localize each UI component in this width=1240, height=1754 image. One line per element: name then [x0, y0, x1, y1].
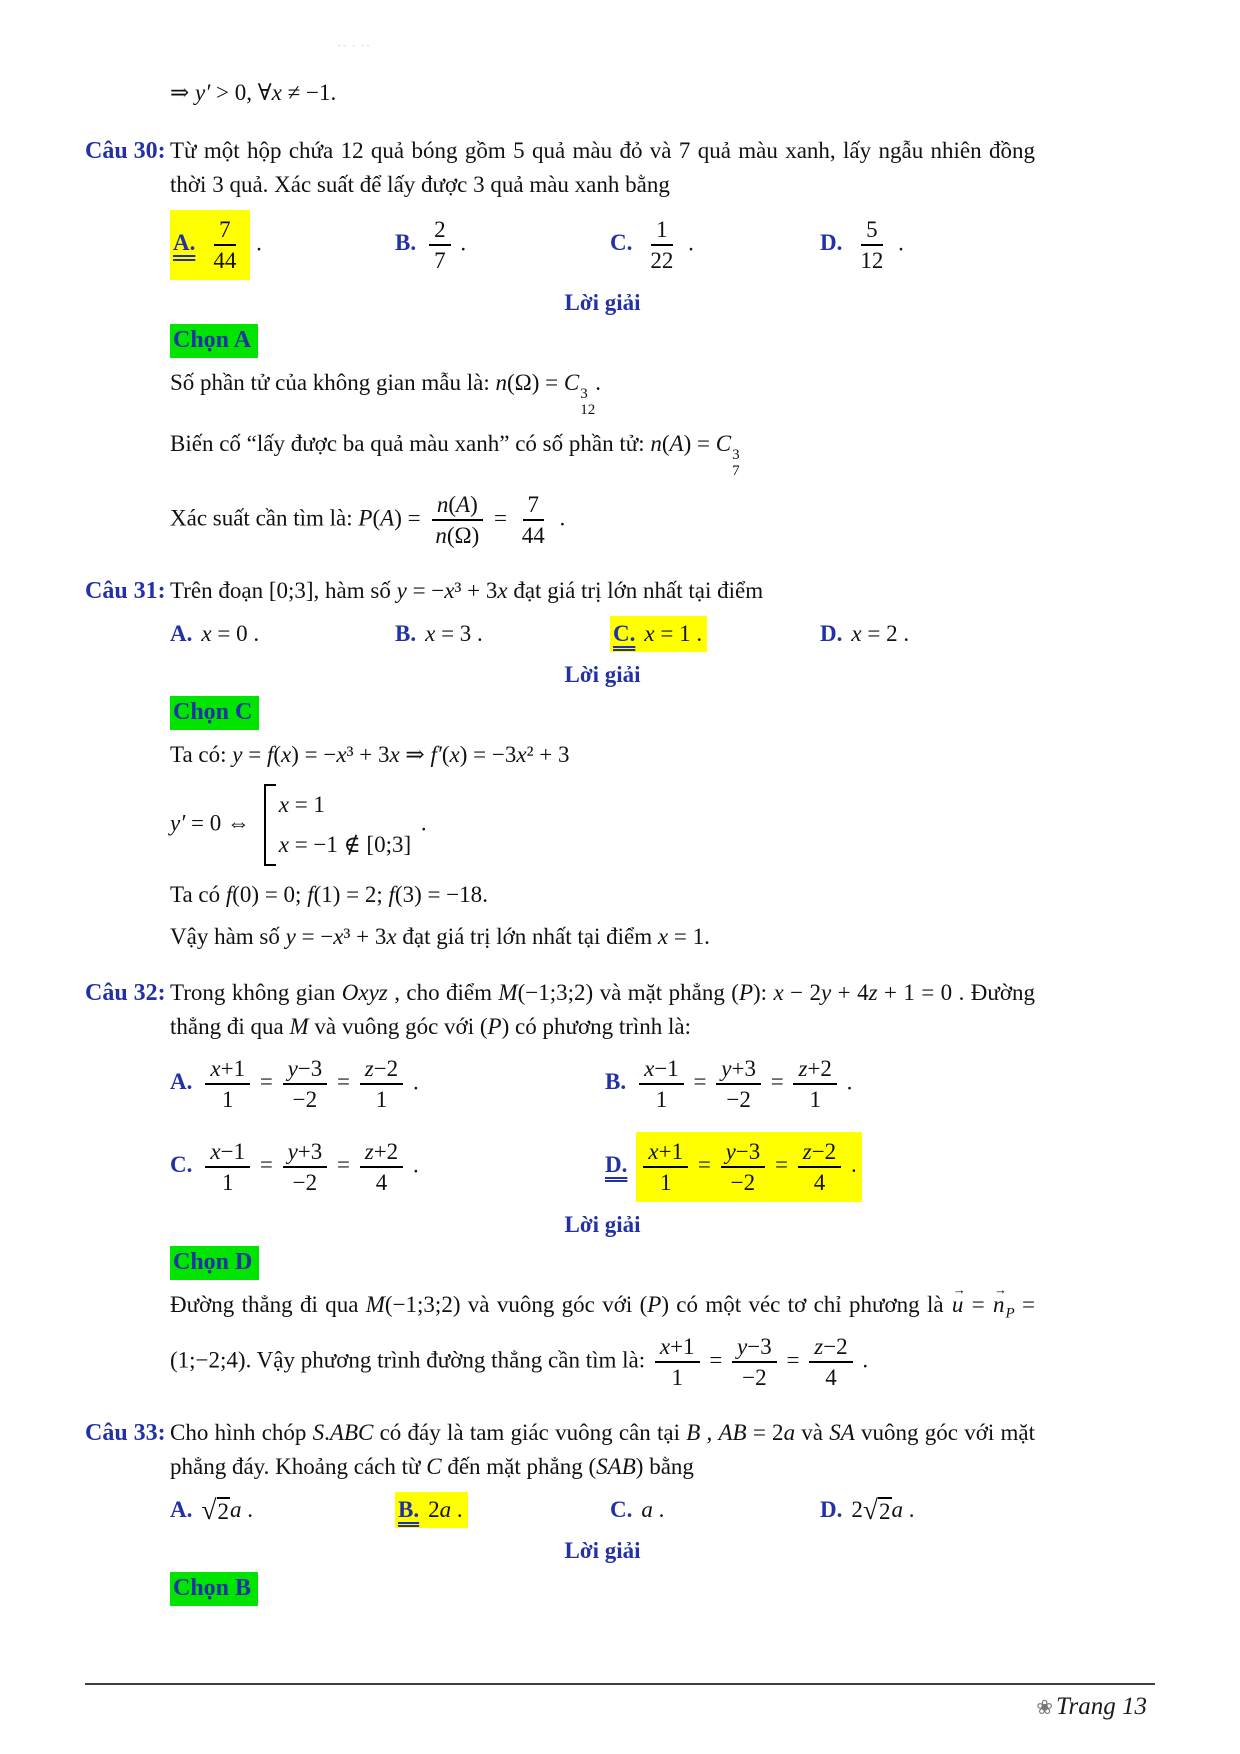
question-body	[170, 574, 1035, 962]
radicand: 2	[217, 1499, 230, 1525]
fraction	[809, 1332, 852, 1392]
text-segment: . Đường thẳng đi qua	[170, 979, 1036, 1039]
math-segment: a	[641, 1497, 653, 1523]
fraction-denominator: n(Ω)	[435, 522, 480, 548]
fraction	[360, 1137, 403, 1197]
solution-heading: Lời giải	[564, 1538, 641, 1564]
math-segment: S.ABC	[312, 1420, 374, 1446]
question-number: Câu 32:	[85, 979, 166, 1006]
square-root	[201, 1494, 230, 1526]
math-segment: =	[703, 1347, 729, 1373]
text-segment: .	[553, 504, 566, 530]
text-segment: .	[482, 881, 488, 907]
fraction-numerator: x+1	[205, 1054, 250, 1085]
option-value	[201, 1055, 407, 1112]
option-period: .	[454, 230, 467, 256]
option-period: .	[250, 230, 262, 256]
question-body	[170, 1416, 1035, 1614]
answer-option	[820, 213, 1035, 277]
fraction-denominator: 12	[860, 248, 884, 273]
question-block	[85, 134, 1035, 560]
math-segment: =	[764, 1068, 790, 1094]
option-period: .	[471, 620, 483, 646]
fraction-numerator: 7	[214, 215, 236, 246]
option-letter: B.	[395, 620, 417, 646]
fraction-numerator: z−2	[809, 1332, 852, 1363]
text-segment: Đường thẳng đi qua	[170, 1291, 366, 1317]
option-letter: D.	[605, 1151, 628, 1177]
option-letter: A.	[170, 1068, 193, 1094]
text-segment: .	[845, 1151, 857, 1177]
fraction-denominator: −2	[726, 1086, 751, 1112]
option-value	[201, 1494, 242, 1526]
math-segment: [0;3]	[268, 577, 314, 603]
question-block	[85, 574, 1035, 962]
fraction-denominator: 22	[650, 248, 674, 273]
option-period: .	[241, 1496, 254, 1522]
fraction-denominator: 1	[809, 1086, 821, 1112]
math-segment: y = −x³ + 3x	[285, 923, 397, 949]
text-segment: có một véc tơ chỉ phương là	[668, 1291, 951, 1317]
option-letter: C.	[613, 620, 636, 646]
fraction-numerator: x−1	[639, 1054, 684, 1085]
text-segment: và vuông góc với	[460, 1291, 640, 1317]
fraction-denominator: 4	[825, 1365, 837, 1391]
option-letter: D.	[820, 230, 843, 256]
question-body	[170, 976, 1035, 1403]
fraction-numerator: y−3	[732, 1332, 777, 1363]
print-artifact: -- - --	[338, 40, 372, 50]
text-segment: vuông góc với mặt phẳng đáy. Khoảng cách từ	[170, 1420, 1036, 1480]
fraction-denominator: 1	[655, 1086, 668, 1112]
fraction	[798, 1137, 841, 1197]
math-segment: (P)	[639, 1291, 669, 1317]
fraction	[732, 1332, 777, 1392]
fraction-numerator: n(A)	[432, 490, 483, 521]
highlight-yellow	[636, 1132, 861, 1202]
answer-option	[395, 213, 610, 277]
subscript: 7	[732, 462, 740, 479]
answer-option	[170, 210, 395, 280]
solution-line	[170, 738, 1035, 772]
fraction-numerator: z−2	[798, 1137, 841, 1168]
text-segment: Cho hình chóp	[170, 1420, 313, 1446]
fraction	[205, 1054, 250, 1114]
answer-options	[170, 210, 1035, 280]
math-segment: =	[254, 1151, 279, 1177]
subscript: P	[1005, 1305, 1015, 1322]
page-number: Trang 13	[1055, 1693, 1147, 1720]
option-value	[201, 1138, 407, 1195]
fraction-numerator: y−3	[283, 1054, 328, 1085]
option-letter: A.	[173, 230, 196, 256]
math-segment: C	[426, 1454, 442, 1480]
solution-line	[170, 780, 1035, 870]
fraction	[429, 215, 451, 275]
fraction	[645, 215, 678, 275]
math-segment: x = 0	[201, 620, 248, 646]
answer-option	[170, 1052, 605, 1116]
text-segment: . Vậy phương trình đường thẳng cần tìm là:	[245, 1347, 651, 1373]
question-text	[170, 1416, 1035, 1484]
text-segment: ,	[700, 1420, 719, 1446]
answer-option	[605, 1132, 1035, 1202]
fraction-numerator: x−1	[205, 1137, 250, 1168]
solution-heading: Lời giải	[564, 661, 641, 687]
math-segment: P(A) =	[358, 504, 427, 530]
fraction	[655, 1332, 700, 1392]
math-segment: a	[891, 1496, 904, 1522]
chosen-answer-badge: Chọn B	[170, 1572, 258, 1606]
math-segment: =	[254, 1068, 279, 1094]
radicand: 2	[879, 1499, 891, 1525]
math-segment: =	[331, 1068, 356, 1094]
math-segment: (SAB)	[588, 1454, 644, 1480]
text-segment: Ta có	[170, 881, 226, 907]
answer-options	[170, 616, 1035, 652]
text-segment: .	[451, 1497, 463, 1523]
chosen-answer-row	[170, 324, 1035, 358]
fraction-denominator: −2	[730, 1169, 756, 1195]
fraction-denominator: 7	[434, 248, 446, 273]
chosen-answer-row	[170, 1572, 1035, 1606]
text-segment: , cho điểm	[387, 979, 499, 1005]
math-segment: M(−1;3;2)	[365, 1291, 461, 1317]
text-segment: .	[856, 1347, 869, 1373]
math-segment: n(A) = C	[650, 430, 732, 456]
option-period: .	[897, 620, 910, 646]
answer-option	[820, 619, 1035, 649]
math-segment: x = 1	[657, 923, 705, 949]
answer-option	[170, 619, 395, 649]
vector-symbol: → n	[993, 1288, 1005, 1322]
highlight-yellow	[170, 210, 250, 280]
fraction	[283, 1137, 328, 1197]
fraction	[639, 1054, 684, 1114]
fraction-numerator: y+3	[283, 1137, 328, 1168]
fraction-denominator: 4	[375, 1169, 388, 1195]
fraction-denominator: −2	[292, 1086, 318, 1112]
option-value	[425, 217, 455, 273]
question-block	[85, 976, 1035, 1403]
fraction	[283, 1054, 328, 1114]
option-value	[851, 1494, 904, 1526]
math-segment: =	[488, 504, 513, 530]
solution-line	[170, 1288, 1035, 1395]
answer-option	[605, 1052, 1035, 1116]
math-segment: =	[769, 1151, 794, 1177]
fraction-denominator: 1	[221, 1086, 234, 1112]
text-segment: và	[795, 1420, 830, 1446]
option-letter: C.	[170, 1151, 193, 1177]
fraction-denominator: 1	[221, 1169, 234, 1195]
intro-formula-line	[170, 76, 1035, 110]
text-segment: đến mặt phẳng	[441, 1454, 589, 1480]
math-segment: =	[780, 1347, 806, 1373]
option-letter: C.	[610, 1497, 633, 1523]
text-segment: có đáy là tam giác vuông cân tại	[373, 1420, 687, 1446]
text-segment: .	[330, 80, 337, 105]
math-segment: f(0) = 0; f(1) = 2; f(3) = −18	[225, 881, 483, 907]
math-segment: x = 1	[644, 620, 691, 646]
math-segment: =	[964, 1291, 992, 1317]
text-segment: .	[595, 370, 601, 395]
radical-sign: √	[201, 1494, 217, 1526]
math-segment: 2	[851, 1496, 863, 1522]
option-period: .	[840, 1068, 853, 1094]
answer-option	[170, 1135, 605, 1199]
case-line: x = −1 ∉ [0;3]	[278, 831, 412, 857]
text-segment: Xác suất cần tìm là:	[170, 504, 359, 530]
option-value	[641, 1497, 653, 1522]
superscript-subscript	[732, 448, 740, 480]
option-value	[201, 621, 247, 646]
math-segment: B	[686, 1420, 701, 1446]
answer-option	[820, 1495, 1035, 1526]
text-segment: bằng	[643, 1454, 694, 1480]
option-period: .	[682, 230, 694, 256]
math-segment: AB = 2a	[718, 1420, 796, 1446]
math-segment: x = 2	[851, 620, 898, 646]
chosen-answer-badge: Chọn C	[170, 696, 259, 730]
option-period: .	[247, 620, 260, 646]
fraction-numerator: y−3	[721, 1137, 766, 1168]
text-segment: Trong không gian	[170, 979, 342, 1005]
math-segment: ⇒ y′ > 0, ∀x ≠ −1	[170, 80, 331, 105]
option-value	[635, 1055, 841, 1112]
fraction-numerator: y+3	[716, 1054, 761, 1085]
square-root	[862, 1494, 892, 1526]
question-number: Câu 31:	[85, 577, 166, 604]
option-letter: A.	[170, 1496, 193, 1522]
text-segment: .	[415, 809, 427, 835]
superscript: 3	[580, 386, 588, 402]
option-letter: B.	[395, 230, 417, 256]
fraction	[208, 215, 241, 275]
fraction	[205, 1137, 250, 1197]
fraction-numerator: 2	[429, 215, 451, 246]
text-segment: Biến cố “lấy được ba quả màu xanh” có số phần tử:	[170, 430, 651, 456]
chosen-answer-row	[170, 696, 1035, 730]
math-segment: =	[687, 1068, 713, 1094]
fraction-numerator: 1	[651, 215, 673, 246]
solution-line	[170, 878, 1035, 912]
text-segment: và vuông góc với	[308, 1013, 480, 1039]
subscript: 12	[580, 401, 596, 418]
option-letter: D.	[820, 1496, 843, 1522]
fraction	[430, 490, 484, 550]
text-segment: đạt giá trị lớn nhất tại điểm	[396, 923, 658, 949]
fraction-numerator: x+1	[655, 1332, 700, 1363]
math-segment: SA	[829, 1420, 855, 1446]
math-segment: = (1;−2;4)	[170, 1291, 1035, 1373]
fraction	[855, 215, 888, 275]
question-body	[170, 134, 1035, 560]
option-value	[204, 217, 245, 273]
math-segment: x = 3	[425, 620, 472, 646]
solution-line	[170, 920, 1035, 954]
option-period: .	[892, 230, 904, 256]
math-segment: (P)	[479, 1013, 510, 1039]
option-letter: B.	[605, 1068, 627, 1094]
fraction-numerator: z−2	[360, 1054, 403, 1085]
math-segment: Oxyz	[341, 979, 388, 1005]
fraction-denominator: −2	[292, 1169, 318, 1195]
text-segment: đạt giá trị lớn nhất tại điểm	[507, 577, 764, 603]
text-segment: .	[704, 923, 710, 949]
text-segment: Số phần tử của không gian mẫu là:	[170, 370, 496, 395]
question-block	[85, 1416, 1035, 1614]
math-segment: 2a	[428, 1497, 452, 1523]
superscript: 3	[732, 446, 740, 463]
vector-symbol: → u	[952, 1288, 964, 1322]
text-segment: Ta có:	[170, 741, 233, 767]
fraction	[517, 490, 550, 550]
chosen-answer-badge: Chọn A	[170, 324, 258, 358]
cases-bracket	[264, 784, 415, 866]
solution-line	[170, 427, 1035, 480]
math-segment: y′ = 0 ⇔	[170, 809, 256, 835]
option-value	[425, 621, 471, 646]
question-number: Câu 30:	[85, 138, 166, 164]
fraction-denominator: 1	[659, 1169, 672, 1195]
math-segment: M(−1;3;2)	[498, 979, 594, 1005]
option-value	[851, 217, 892, 273]
question-text	[170, 574, 1035, 608]
fraction	[643, 1137, 688, 1197]
option-value	[428, 1497, 463, 1522]
fraction-denominator: 44	[213, 248, 237, 273]
text-segment: , hàm số	[313, 577, 397, 603]
math-segment: a	[230, 1496, 242, 1522]
fraction-numerator: 5	[861, 215, 883, 246]
answer-option	[395, 619, 610, 649]
fraction-numerator: x+1	[643, 1137, 688, 1168]
highlight-yellow	[610, 616, 707, 652]
question-text	[170, 976, 1035, 1044]
option-period: .	[652, 1497, 665, 1523]
math-segment: =	[331, 1151, 356, 1177]
chosen-answer-row	[170, 1246, 1035, 1280]
option-period: .	[903, 1496, 915, 1522]
math-segment: (P): x − 2y + 4z + 1 = 0	[731, 979, 953, 1005]
fraction	[721, 1137, 766, 1197]
text-segment: .	[690, 620, 703, 646]
math-segment: y = f(x) = −x³ + 3x ⇒ f′(x) = −3x² + 3	[232, 741, 570, 767]
math-segment: =	[692, 1151, 717, 1177]
option-period: .	[407, 1068, 419, 1094]
answer-option	[395, 1492, 610, 1528]
radical-sign: √	[862, 1494, 879, 1526]
answer-option	[610, 213, 820, 277]
fraction-numerator: z+2	[360, 1137, 403, 1168]
option-letter: D.	[820, 620, 843, 646]
fraction-denominator: 1	[671, 1365, 683, 1391]
case-line: x = 1	[278, 791, 325, 817]
question-text	[170, 134, 1035, 202]
fraction-denominator: 4	[813, 1169, 826, 1195]
option-value	[644, 621, 702, 646]
solution-line	[170, 366, 1035, 419]
text-segment: Trên đoạn	[170, 577, 269, 603]
fraction	[793, 1054, 836, 1114]
answer-options	[170, 1052, 1035, 1202]
answer-option	[610, 1495, 820, 1525]
fraction-denominator: 1	[375, 1086, 388, 1112]
text-segment: và mặt phẳng	[593, 979, 732, 1005]
fraction-numerator: 7	[523, 490, 545, 521]
text-segment: có phương trình là:	[509, 1013, 692, 1039]
option-value	[851, 621, 897, 646]
text-segment: Từ một hộp chứa 12 quả bóng gồm 5 quả màu đỏ và 7 quả màu xanh, lấy ngẫu nhiên đồng thời 3 quả. Xác suất để lấy được 3 quả màu xanh bằng	[170, 138, 1035, 197]
answer-option	[170, 1495, 395, 1526]
flower-icon: ❀	[1036, 1697, 1053, 1719]
option-period: .	[407, 1151, 419, 1177]
questions-container	[85, 134, 1035, 1614]
option-value	[641, 217, 682, 273]
math-segment: y = −x³ + 3x	[396, 577, 508, 603]
chosen-answer-badge: Chọn D	[170, 1246, 259, 1280]
solution-line	[170, 488, 1035, 552]
option-letter: B.	[398, 1497, 420, 1523]
fraction-numerator: z+2	[793, 1054, 836, 1085]
fraction-denominator: 44	[521, 522, 545, 548]
solution-heading: Lời giải	[564, 1211, 641, 1237]
page-footer	[85, 1683, 1155, 1721]
fraction	[360, 1054, 403, 1114]
fraction	[716, 1054, 761, 1114]
option-letter: C.	[610, 230, 633, 256]
highlight-yellow	[395, 1492, 468, 1528]
answer-option	[610, 616, 820, 652]
fraction-denominator: −2	[742, 1365, 767, 1391]
option-value	[639, 1138, 857, 1195]
math-segment: n(Ω) = C	[495, 370, 580, 395]
text-segment: Vậy hàm số	[170, 923, 286, 949]
option-letter: A.	[170, 620, 193, 646]
math-segment: M	[289, 1013, 309, 1039]
question-number: Câu 33:	[85, 1420, 166, 1447]
solution-heading: Lời giải	[564, 290, 641, 315]
superscript-subscript	[580, 387, 595, 419]
answer-options	[170, 1492, 1035, 1528]
